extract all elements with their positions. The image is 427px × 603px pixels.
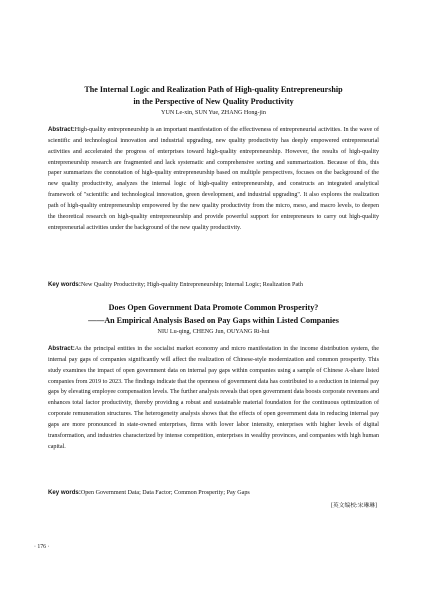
page-number: · 176 · [34, 544, 50, 550]
abstract-text: High-quality entrepreneurship is an important manifestation of the effectiveness of entrepreneurial activities. In the wave of scientific and technological innovation and industrial upgrading, new quality productivity has deeply empowered entrepreneurial activities and accelerated the progress of enterprises toward high-quality entrepreneurship. However, the results of high-quality entrepreneurship research are fragmented and lack systematic and comprehensive sorting and summarization. Because of this, this paper summarizes the connotation of high-quality entrepreneurship based on multiple perspectives, focuses on the background of the new quality productivity, analyzes the internal logic of high-quality entrepreneurship, and constructs an integrated analytical framework of "scientific and technological innovation, green development, and industrial upgrading". It also explores the realization path of high-quality entrepreneurship empowered by the new quality productivity from the micro, meso, and macro levels, to deepen the theoretical research on high-quality entrepreneurship and provide powerful support for entrepreneurs to carry out high-quality entrepreneurial activities under the background of the new quality productivity. [48, 127, 379, 231]
article2-title-line2: ——An Empirical Analysis Based on Pay Gaps within Listed Companies [88, 316, 339, 325]
abstract-label: Abstract: [48, 345, 75, 352]
keywords-label: Key words: [48, 489, 81, 496]
article1-title-line2: in the Perspective of New Quality Productivity [133, 97, 294, 106]
abstract-text: As the principal entities in the socialist market economy and micro manifestation in the income distribution system, the internal pay gaps of companies significantly will affect the realization of Chinese-style modernization and common prosperity. This study examines the impact of open government data on internal pay gaps within companies using a sample of Chinese A-share listed companies from 2019 to 2023. The findings indicate that the openness of government data has contributed to a reduction in internal pay gaps by elevating employee compensation levels. The further analysis reveals that open government data boosts corporate revenues and enhances total factor productivity, thereby providing a robust and sustainable material foundation for the continuous optimization of corporate remuneration structures. The heterogeneity analysis shows that the effects of open government data in reducing internal pay gaps are more pronounced in state-owned enterprises, firms with lower labor intensity, enterprises with higher levels of digital transformation, and industries characterized by intense competition, enterprises in wealthy provinces, and companies with high human capital. [48, 346, 379, 450]
article1-keywords [48, 281, 379, 289]
keywords-label: Key words: [48, 281, 81, 288]
keywords-text: Open Government Data; Data Factor; Common Prosperity; Pay Gaps [80, 490, 250, 496]
article2-authors: NIU Lu-qing, CHENG Jun, OUYANG Ri-hui [157, 329, 270, 335]
article2-abstract [48, 344, 379, 452]
abstract-label: Abstract: [48, 126, 75, 133]
editor-note: [英文编校:宋琳琳] [330, 503, 377, 509]
article1-authors: YUN Le-xin, SUN Yue, ZHANG Hong-jin [161, 110, 266, 116]
article2-title-line1: Does Open Government Data Promote Common Prosperity? [108, 303, 319, 312]
article1-title-line1: The Internal Logic and Realization Path of High-quality Entrepreneurship [84, 85, 343, 94]
keywords-text: New Quality Productivity; High-quality Entrepreneurship; Internal Logic; Realization Path [80, 282, 303, 288]
article2-keywords [48, 489, 379, 497]
article1-abstract [48, 125, 379, 233]
